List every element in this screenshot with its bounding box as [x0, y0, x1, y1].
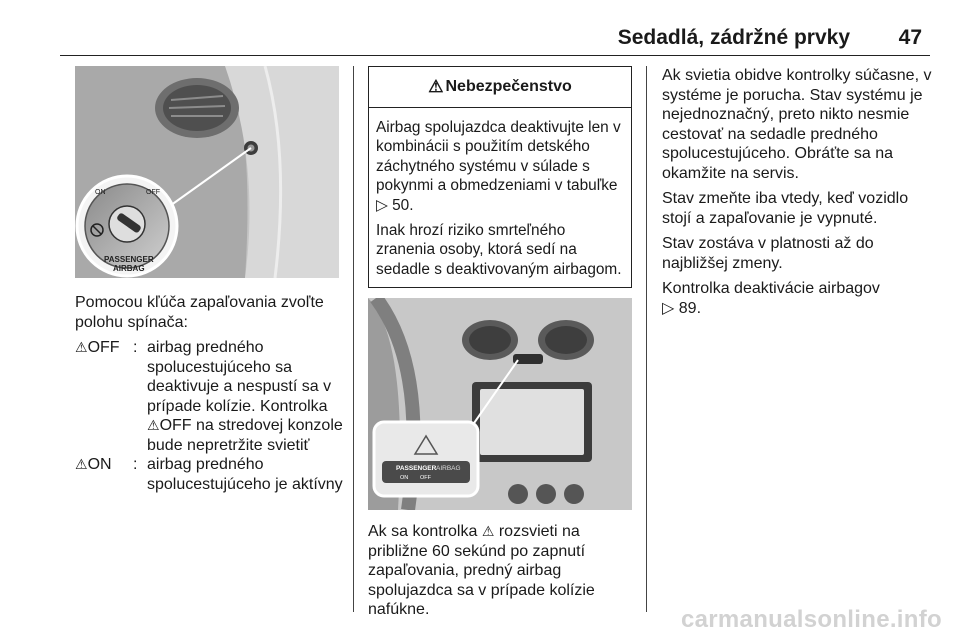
page-number: 47: [898, 26, 922, 49]
center-console-illustration: [368, 298, 632, 510]
svg-text:AIRBAG: AIRBAG: [436, 465, 461, 472]
middle-column-text: [368, 522, 634, 626]
header-rule: [60, 55, 930, 56]
svg-text:PASSENGER: PASSENGER: [396, 465, 437, 472]
column-divider-left: [353, 66, 354, 612]
paragraph: Kontrolka deaktivácie airbagov ▷ 89.: [662, 280, 880, 317]
definition-text: airbag predného spolucestujúceho sa deaktivuje a nespustí sa v prípade kolízie. Kontrolka ⚠︎OFF na stredovej konzole bude nepretržite svietiť: [147, 339, 343, 454]
definition-term: ⚠︎OFF: [75, 339, 120, 356]
list-item: ⚠︎OFF : airbag predného spolucestujúceho sa deaktivuje a nespustí sa v prípade kolízie. Kontrolka ⚠︎OFF na stredovej konzole bude nepretržite svietiť: [75, 338, 345, 455]
svg-text:ON: ON: [400, 475, 409, 481]
paragraph: Stav zmeňte iba vtedy, keď vozidlo stojí a zapaľovanie je vypnuté.: [662, 190, 909, 227]
right-column-text: [662, 66, 932, 324]
triangle-right-outline-icon: ▷: [376, 196, 388, 214]
airbag-off-icon: ⚠︎: [75, 339, 88, 355]
list-item: ⚠︎ON : airbag predného spolucestujúceho je aktívny: [75, 455, 345, 494]
intro-text: Pomocou kľúča zapaľovania zvoľte polohu spínača:: [75, 294, 324, 331]
danger-paragraph: Airbag spolujazdca deaktivujte len v kombinácii s použitím detského záchytného systému v súlade s pokynmi a obmedzeniami v tabuľke ▷ 50.: [376, 119, 621, 214]
danger-header: [369, 67, 631, 108]
danger-body: [369, 108, 631, 279]
page-title: Sedadlá, zádržné prvky: [617, 26, 850, 49]
airbag-off-icon: ⚠︎: [147, 417, 160, 433]
page-header: [60, 0, 930, 58]
svg-text:OFF: OFF: [420, 475, 431, 481]
definition-text: airbag predného spolucestujúceho je aktívny: [147, 456, 343, 493]
triangle-right-outline-icon: ▷: [662, 299, 675, 317]
svg-text:PASSENGER: PASSENGER: [104, 255, 154, 264]
airbag-on-icon: ⚠︎: [75, 456, 88, 472]
svg-text:AIRBAG: AIRBAG: [113, 264, 145, 273]
airbag-switch-photo: [75, 66, 339, 278]
airbag-on-paragraph: Ak sa kontrolka ⚠︎ rozsvieti na približne 60 sekúnd po zapnutí zapaľovania, predný airbag spolujazdca sa v prípade kolízie nafúkne.: [368, 523, 595, 618]
danger-box: [368, 66, 632, 288]
watermark: carmanualsonline.info: [680, 606, 942, 633]
danger-paragraph: Inak hrozí riziko smrteľného zranenia osoby, ktorá sedí na sedadle s deaktivovaným airbagom.: [376, 222, 622, 278]
paragraph: Stav zostáva v platnosti až do najbližšej zmeny.: [662, 235, 874, 272]
svg-text:OFF: OFF: [146, 189, 160, 196]
danger-title: Nebezpečenstvo: [445, 78, 572, 95]
column-divider-right: [646, 66, 647, 612]
airbag-switch-illustration: [75, 66, 339, 278]
left-column-text: [75, 293, 345, 494]
airbag-on-icon: ⚠︎: [481, 523, 495, 539]
svg-text:ON: ON: [95, 189, 106, 196]
warning-triangle-icon: ⚠: [428, 77, 444, 96]
paragraph: Ak svietia obidve kontrolky súčasne, v systéme je porucha. Stav systému je nejednoznačný, preto nikto nesmie cestovať na sedadle predného spolucestujúceho. Obráťte sa na okamžite na servis.: [662, 67, 932, 182]
definition-term: ⚠︎ON: [75, 456, 112, 473]
center-console-photo: [368, 298, 632, 510]
